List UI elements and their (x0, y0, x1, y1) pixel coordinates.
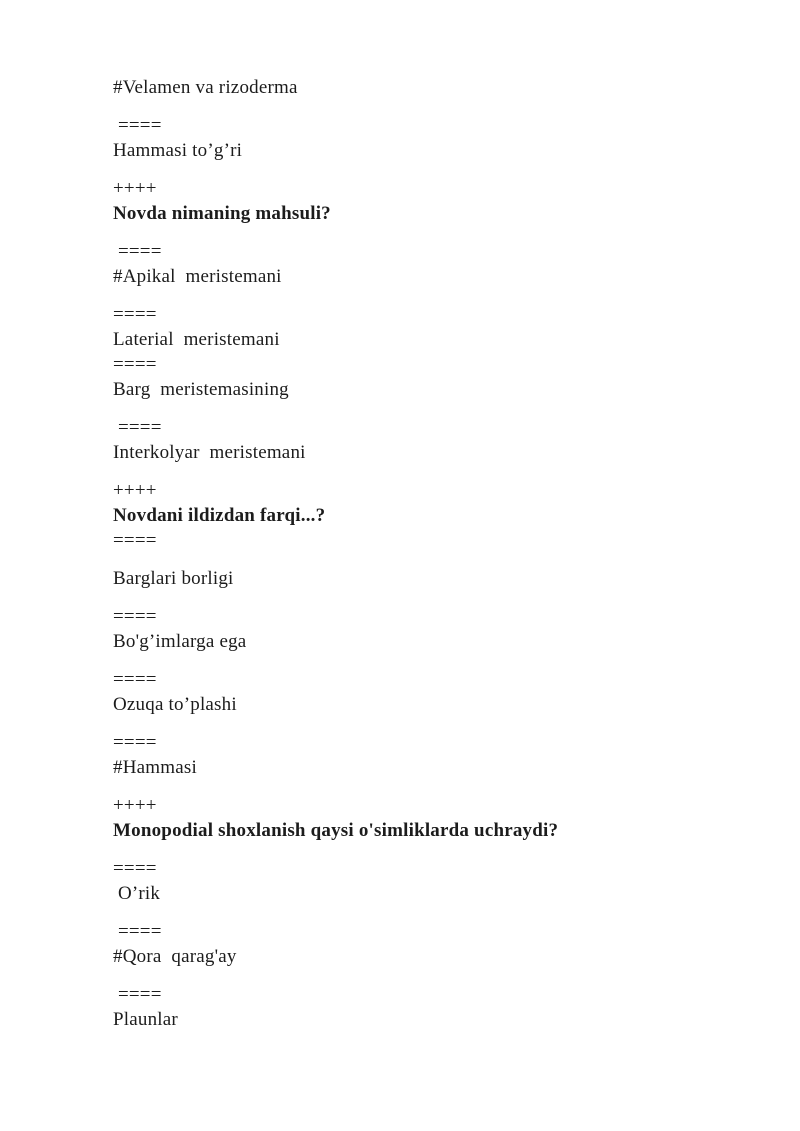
answer-separator: ==== (113, 858, 157, 879)
answer-option: Hammasi to’g’ri (113, 140, 243, 161)
answer-option: Interkolyar meristemani (113, 442, 306, 463)
answer-separator: ==== (113, 530, 157, 551)
answer-separator: ==== (113, 115, 162, 136)
correct-answer: #Qora qarag'ay (113, 946, 237, 967)
question-text: Novda nimaning mahsuli? (113, 203, 331, 224)
answer-option: Bo'g’imlarga ega (113, 631, 247, 652)
answer-option: Laterial meristemani (113, 329, 280, 350)
question-separator: ++++ (113, 795, 157, 816)
question-separator: ++++ (113, 178, 157, 199)
question-separator: ++++ (113, 480, 157, 501)
answer-option: Barg meristemasining (113, 379, 289, 400)
correct-answer: #Hammasi (113, 757, 197, 778)
question-text: Monopodial shoxlanish qaysi o'simliklarda uchraydi? (113, 820, 559, 841)
answer-separator: ==== (113, 417, 162, 438)
answer-option: Plaunlar (113, 1009, 178, 1030)
answer-separator: ==== (113, 669, 157, 690)
answer-option: O’rik (113, 883, 161, 904)
answer-separator: ==== (113, 732, 157, 753)
answer-separator: ==== (113, 241, 162, 262)
correct-answer: #Apikal meristemani (113, 266, 282, 287)
answer-separator: ==== (113, 354, 157, 375)
answer-separator: ==== (113, 921, 162, 942)
correct-answer: #Velamen va rizoderma (113, 77, 298, 98)
answer-option: Ozuqa to’plashi (113, 694, 237, 715)
answer-separator: ==== (113, 984, 162, 1005)
document-body (113, 75, 760, 1032)
answer-option: Barglari borligi (113, 568, 234, 589)
question-text: Novdani ildizdan farqi...? (113, 505, 326, 526)
answer-separator: ==== (113, 606, 157, 627)
answer-separator: ==== (113, 304, 157, 325)
